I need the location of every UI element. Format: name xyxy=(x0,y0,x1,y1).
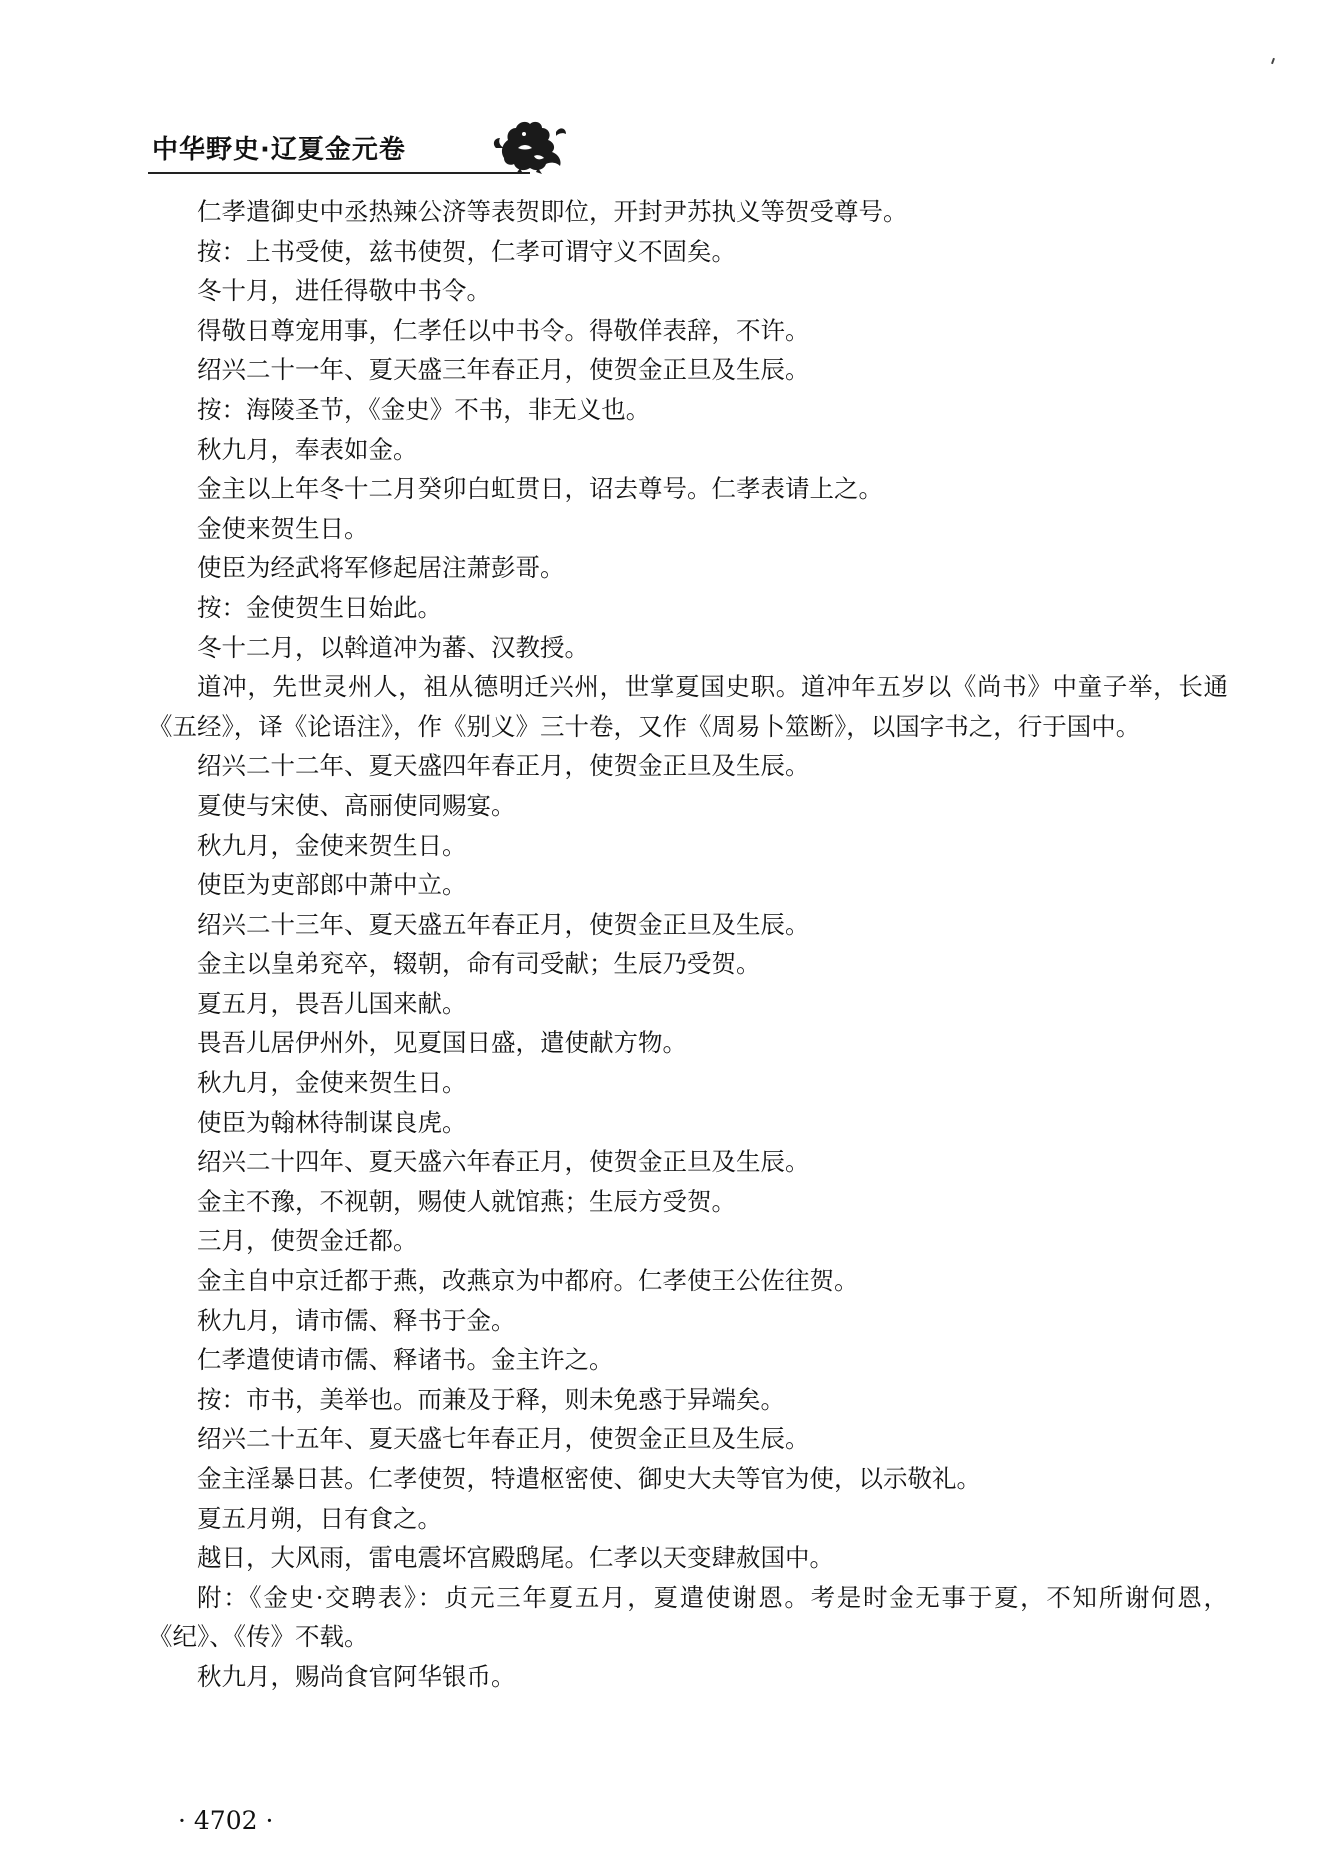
paragraph: 按：金使贺生日始此。 xyxy=(197,592,442,622)
paragraph: 金主自中京迁都于燕，改燕京为中都府。仁孝使王公佐往贺。 xyxy=(197,1266,859,1296)
paragraph: 秋九月，金使来贺生日。 xyxy=(197,1068,467,1098)
paragraph: 畏吾儿居伊州外，见夏国日盛，遣使献方物。 xyxy=(197,1028,687,1058)
paragraph: 使臣为吏部郎中萧中立。 xyxy=(197,870,467,900)
paragraph: 金主以皇弟兖卒，辍朝，命有司受献；生辰乃受贺。 xyxy=(197,949,761,979)
book-title: 中华野史·辽夏金元卷 xyxy=(152,135,406,165)
page-number: · 4702 · xyxy=(178,1806,274,1835)
paragraph: 绍兴二十五年、夏天盛七年春正月，使贺金正旦及生辰。 xyxy=(197,1424,810,1454)
paragraph: 三月，使贺金迁都。 xyxy=(197,1226,418,1256)
paragraph: 绍兴二十三年、夏天盛五年春正月，使贺金正旦及生辰。 xyxy=(197,909,810,939)
paragraph: 道冲，先世灵州人，祖从德明迁兴州，世掌夏国史职。道冲年五岁以《尚书》中童子举，长通《五经》，译《论语注》，作《别义》三十卷，又作《周易卜筮断》，以国字书之，行于国中。 xyxy=(148,672,1228,741)
paragraph: 夏五月，畏吾儿国来献。 xyxy=(197,988,467,1018)
paragraph: 仁孝遣使请市儒、释诸书。金主许之。 xyxy=(197,1345,614,1375)
paragraph: 金主以上年冬十二月癸卯白虹贯日，诏去尊号。仁孝表请上之。 xyxy=(197,474,883,504)
paragraph: 夏五月朔，日有食之。 xyxy=(197,1503,442,1533)
paragraph: 附：《金史·交聘表》：贞元三年夏五月，夏遣使谢恩。考是时金无事于夏，不知所谢何恩，《纪》、《传》不载。 xyxy=(148,1582,1228,1652)
paragraph: 秋九月，赐尚食官阿华银币。 xyxy=(197,1661,516,1691)
paragraph: 秋九月，金使来贺生日。 xyxy=(197,830,467,860)
body-text xyxy=(148,192,1228,1697)
paragraph: 越日，大风雨，雷电震坏宫殿鸱尾。仁孝以天变肆赦国中。 xyxy=(197,1543,834,1573)
paragraph: 金主淫暴日甚。仁孝使贺，特遣枢密使、御史大夫等官为使，以示敬礼。 xyxy=(197,1464,981,1493)
paragraph: 秋九月，奉表如金。 xyxy=(197,434,418,464)
paragraph: 使臣为经武将军修起居注萧彭哥。 xyxy=(197,553,565,583)
paragraph: 夏使与宋使、高丽使同赐宴。 xyxy=(197,790,516,820)
paragraph: 按：上书受使，兹书使贺，仁孝可谓守义不固矣。 xyxy=(197,236,736,266)
dragon-emblem-icon xyxy=(490,118,568,174)
paragraph: 得敬日尊宠用事，仁孝任以中书令。得敬佯表辞，不许。 xyxy=(197,315,810,345)
paragraph: 金主不豫，不视朝，赐使人就馆燕；生辰方受贺。 xyxy=(197,1186,736,1216)
paragraph: 按：海陵圣节，《金史》不书，非无义也。 xyxy=(197,394,651,424)
paragraph: 金使来贺生日。 xyxy=(197,513,369,543)
paragraph: 绍兴二十一年、夏天盛三年春正月，使贺金正旦及生辰。 xyxy=(197,355,810,385)
header-divider xyxy=(148,172,530,174)
paragraph: 使臣为翰林待制谋良虎。 xyxy=(197,1107,467,1137)
paragraph: 仁孝遣御史中丞热辣公济等表贺即位，开封尹苏执义等贺受尊号。 xyxy=(197,197,908,226)
paragraph: 秋九月，请市儒、释书于金。 xyxy=(197,1305,516,1335)
paragraph: 绍兴二十二年、夏天盛四年春正月，使贺金正旦及生辰。 xyxy=(197,751,810,781)
paragraph: 绍兴二十四年、夏天盛六年春正月，使贺金正旦及生辰。 xyxy=(197,1147,810,1177)
paragraph: 冬十月，进任得敬中书令。 xyxy=(197,276,491,306)
paragraph: 冬十二月，以斡道冲为蕃、汉教授。 xyxy=(197,632,589,662)
running-header xyxy=(148,118,568,182)
paragraph: 按：市书，美举也。而兼及于释，则未免惑于异端矣。 xyxy=(197,1384,785,1414)
scan-speck xyxy=(1271,58,1275,64)
